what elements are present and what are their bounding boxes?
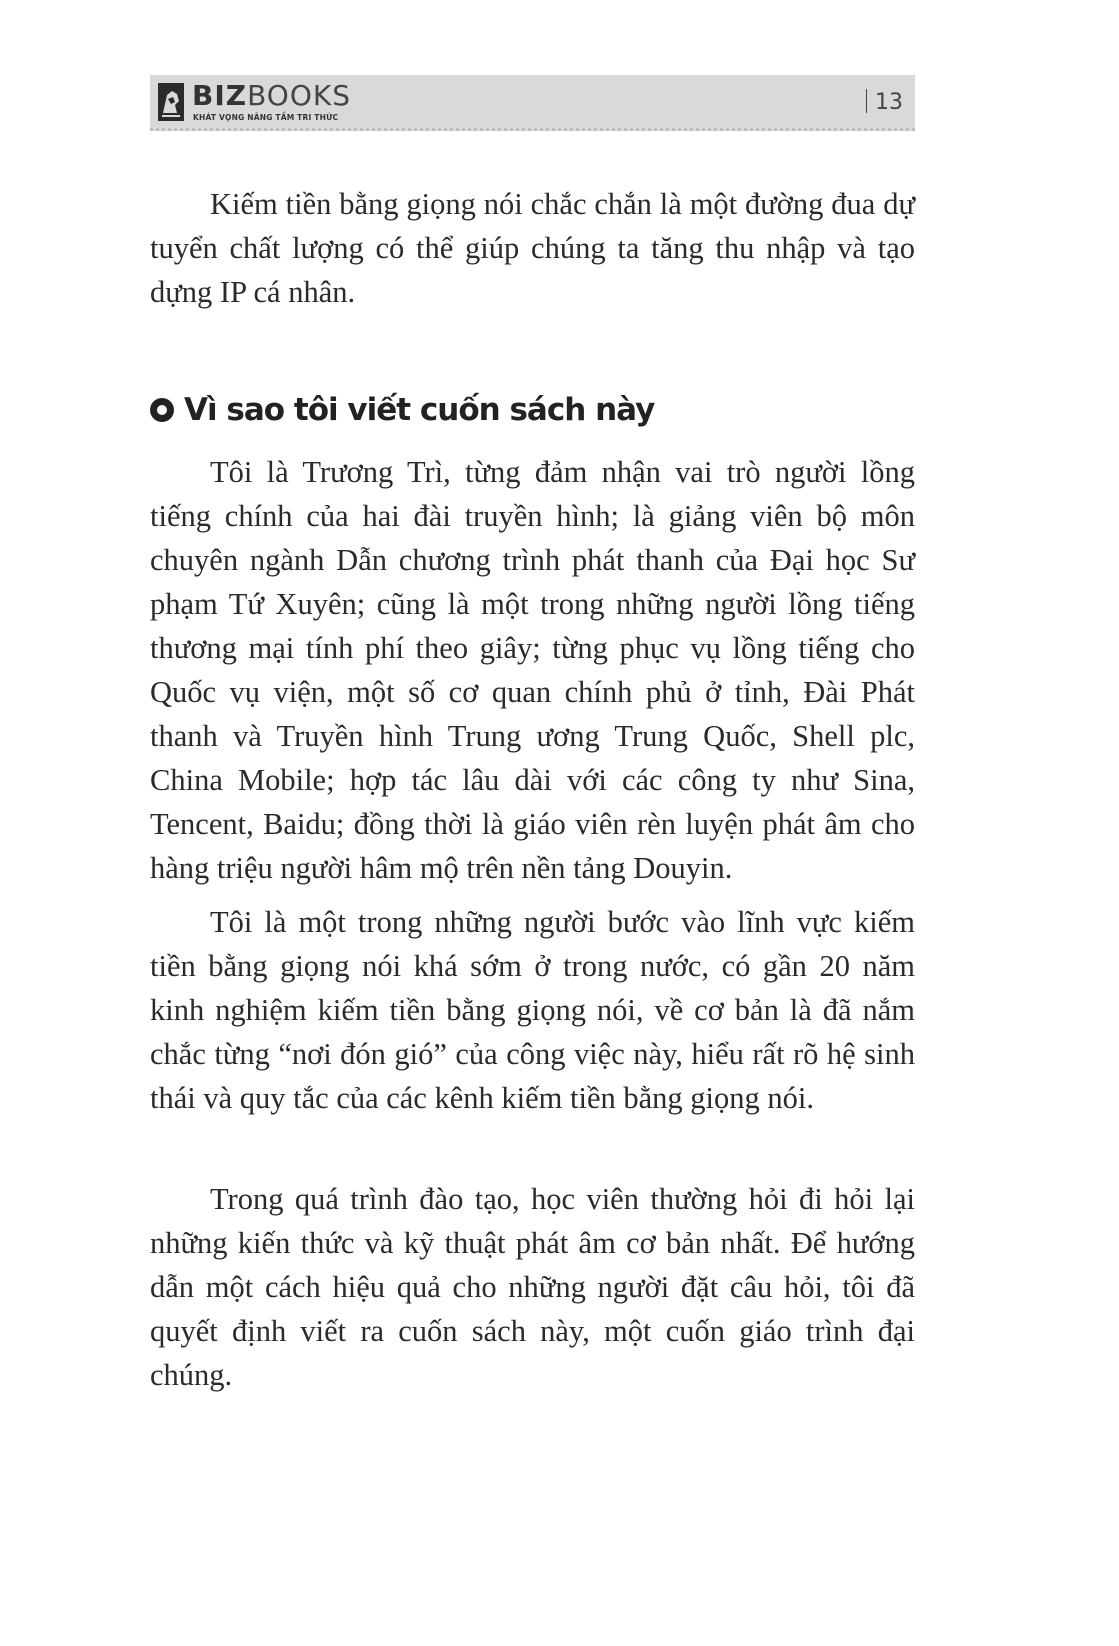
body-paragraph-3: Trong quá trình đào tạo, học viên thường hỏi đi hỏi lại những kiến thức và kỹ thuật phát âm cơ bản nhất. Để hướng dẫn một cách hiệu quả cho những người đặt câu hỏi, tôi đã quyết định viết ra cuốn sách này, một cuốn giáo trình đại chúng. [150, 1182, 915, 1392]
body-paragraph-1: Tôi là Trương Trì, từng đảm nhận vai trò người lồng tiếng chính của hai đài truyền hình; là giảng viên bộ môn chuyên ngành Dẫn chương trình phát thanh của Đại học Sư phạm Tứ Xuyên; cũng là một trong những người lồng tiếng thương mại tính phí theo giây; từng phục vụ lồng tiếng cho Quốc vụ viện, một số cơ quan chính phủ ở tỉnh, Đài Phát thanh và Truyền hình Trung ương Trung Quốc, Shell plc, China Mobile; hợp tác lâu dài với các công ty như Sina, Tencent, Baidu; đồng thời là giáo viên rèn luyện phát âm cho hàng triệu người hâm mộ trên nền tảng Douyin. [150, 455, 915, 885]
brand-tagline: KHÁT VỌNG NÂNG TẦM TRI THỨC [193, 113, 339, 122]
intro-paragraph: Kiếm tiền bằng giọng nói chắc chắn là một đường đua dự tuyển chất lượng có thể giúp chúng ta tăng thu nhập và tạo dựng IP cá nhân. [150, 187, 915, 309]
page-number-value: 13 [875, 90, 903, 115]
running-header [150, 75, 915, 131]
bizbooks-logo-icon [158, 83, 184, 121]
section-heading-text: Vì sao tôi viết cuốn sách này [184, 392, 655, 428]
brand-bold: BIZ [192, 79, 248, 112]
section-bullet-icon [150, 398, 174, 422]
page-number [866, 89, 904, 115]
brand-name [192, 81, 351, 111]
body-paragraph-2: Tôi là một trong những người bước vào lĩnh vực kiếm tiền bằng giọng nói khá sớm ở trong nước, có gần 20 năm kinh nghiệm kiếm tiền bằng giọng nói, về cơ bản là đã nắm chắc từng “nơi đón gió” của công việc này, hiểu rất rõ hệ sinh thái và quy tắc của các kênh kiếm tiền bằng giọng nói. [150, 905, 915, 1115]
brand-light: BOOKS [247, 79, 351, 112]
page-number-separator [866, 89, 868, 113]
section-heading [150, 388, 915, 432]
